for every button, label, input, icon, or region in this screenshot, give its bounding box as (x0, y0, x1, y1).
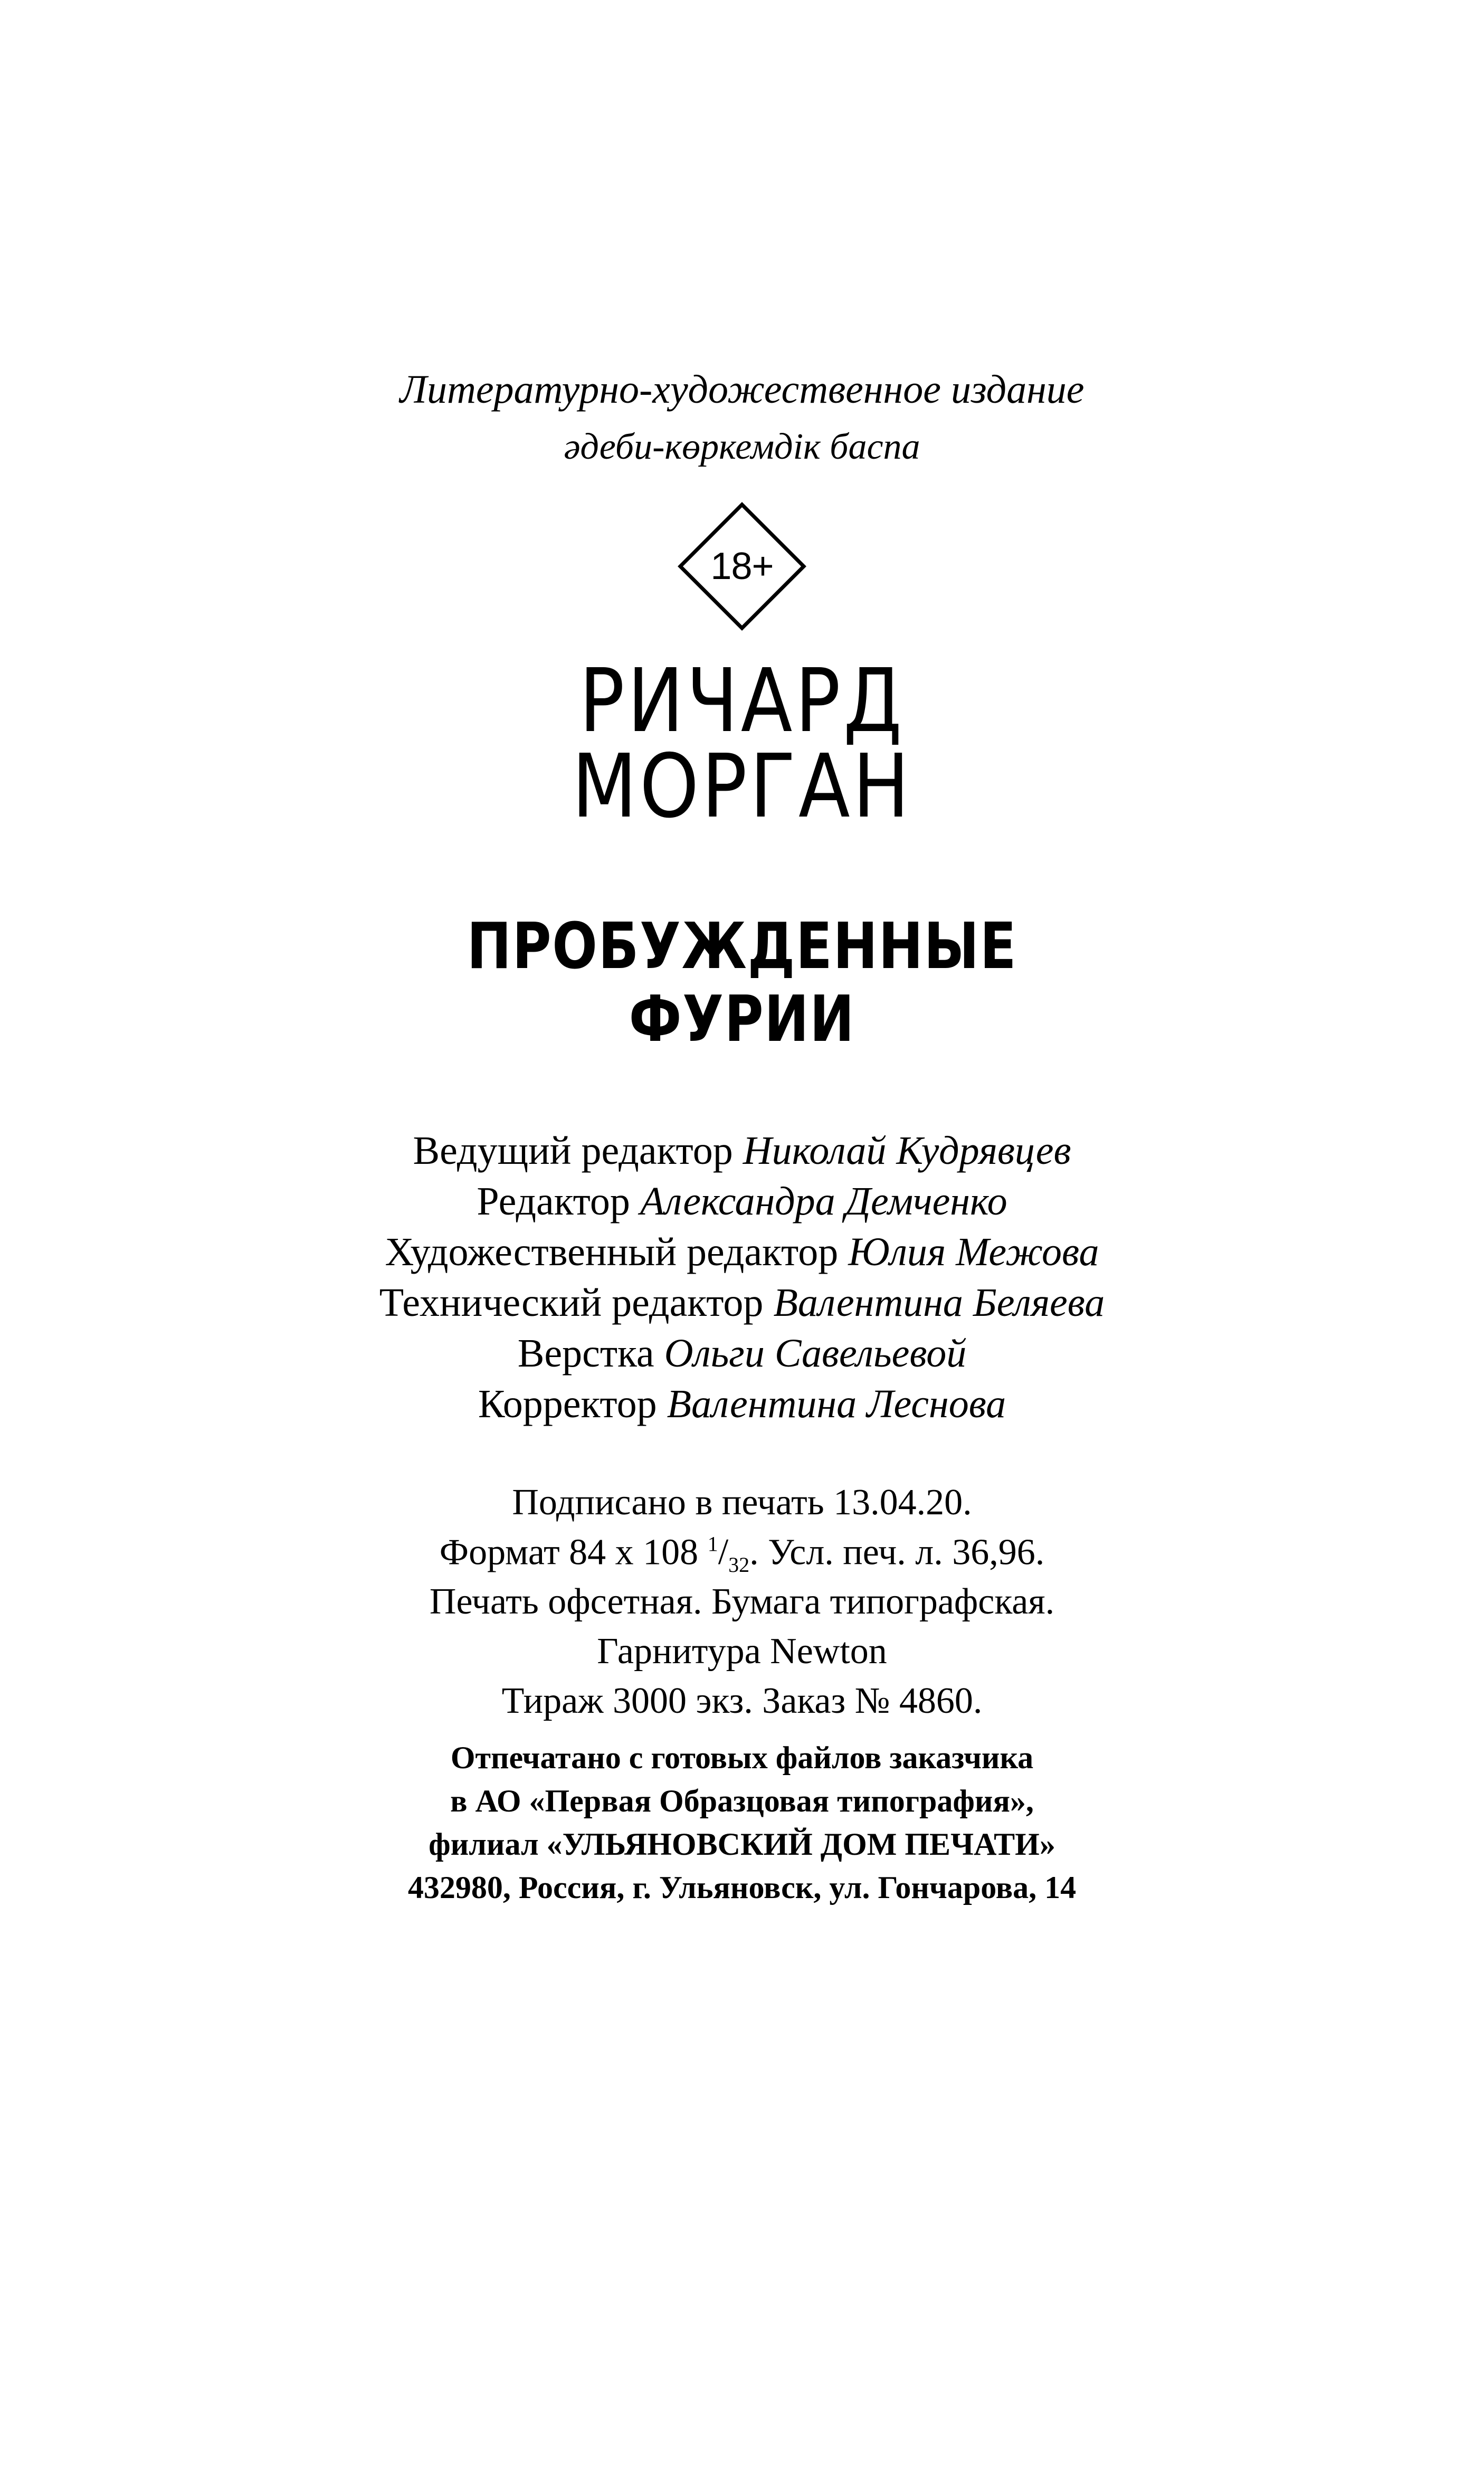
format-line (0, 1534, 1484, 1576)
printer-line2: в АО «Первая Образцовая типография», (450, 1784, 1034, 1818)
credit-role: Корректор (478, 1382, 657, 1426)
paper-line: Печать офсетная. Бумага типографская. (429, 1581, 1055, 1622)
edition-type-kz: әдеби-көркемдік баспа (564, 426, 920, 467)
author-first-name: РИЧАРД (579, 650, 905, 752)
credit-line (0, 1181, 1484, 1221)
credit-line (0, 1331, 1484, 1376)
book-title-line1: ПРОБУЖДЕННЫЕ (467, 910, 1017, 983)
signed-date: Подписано в печать 13.04.20. (512, 1482, 972, 1523)
printer-line1: Отпечатано с готовых файлов заказчика (450, 1740, 1034, 1775)
credit-line (0, 1232, 1484, 1272)
credit-role: Художественный редактор (385, 1230, 839, 1274)
credit-name: Ольги Савельевой (664, 1331, 967, 1376)
format-suffix: . Усл. печ. л. 36,96. (749, 1532, 1045, 1573)
credit-line (0, 1128, 1484, 1173)
format-denominator: 32 (728, 1553, 750, 1577)
typeface-line: Гарнитура Newton (597, 1631, 887, 1672)
credit-name: Юлия Межова (848, 1230, 1099, 1274)
printer-address: 432980, Россия, г. Ульяновск, ул. Гончарова, 14 (407, 1870, 1077, 1905)
age-rating-text: 18+ (710, 545, 774, 587)
format-numerator: 1 (707, 1532, 718, 1556)
age-rating-badge (676, 500, 808, 632)
credit-line (0, 1384, 1484, 1424)
author-last-name: МОРГАН (572, 736, 912, 838)
credit-role: Ведущий редактор (413, 1128, 733, 1173)
format-fraction: $^1/_{32}$ (707, 1532, 750, 1577)
credit-name: Валентина Леснова (667, 1382, 1006, 1426)
format-prefix: Формат 84 x 108 (439, 1532, 699, 1573)
edition-type-ru: Литературно-художественное издание (399, 367, 1085, 412)
credit-line (0, 1283, 1484, 1323)
credit-role: Верстка (517, 1331, 654, 1376)
credit-name: Николай Кудрявцев (743, 1128, 1071, 1173)
book-title-line2: ФУРИИ (629, 983, 855, 1056)
printer-line3: филиал «УЛЬЯНОВСКИЙ ДОМ ПЕЧАТИ» (429, 1827, 1055, 1862)
credit-role: Технический редактор (379, 1281, 764, 1325)
print-run-line: Тираж 3000 экз. Заказ № 4860. (501, 1681, 983, 1721)
credit-name: Александра Демченко (640, 1179, 1007, 1223)
credit-name: Валентина Беляева (773, 1281, 1105, 1325)
credit-role: Редактор (477, 1179, 630, 1223)
